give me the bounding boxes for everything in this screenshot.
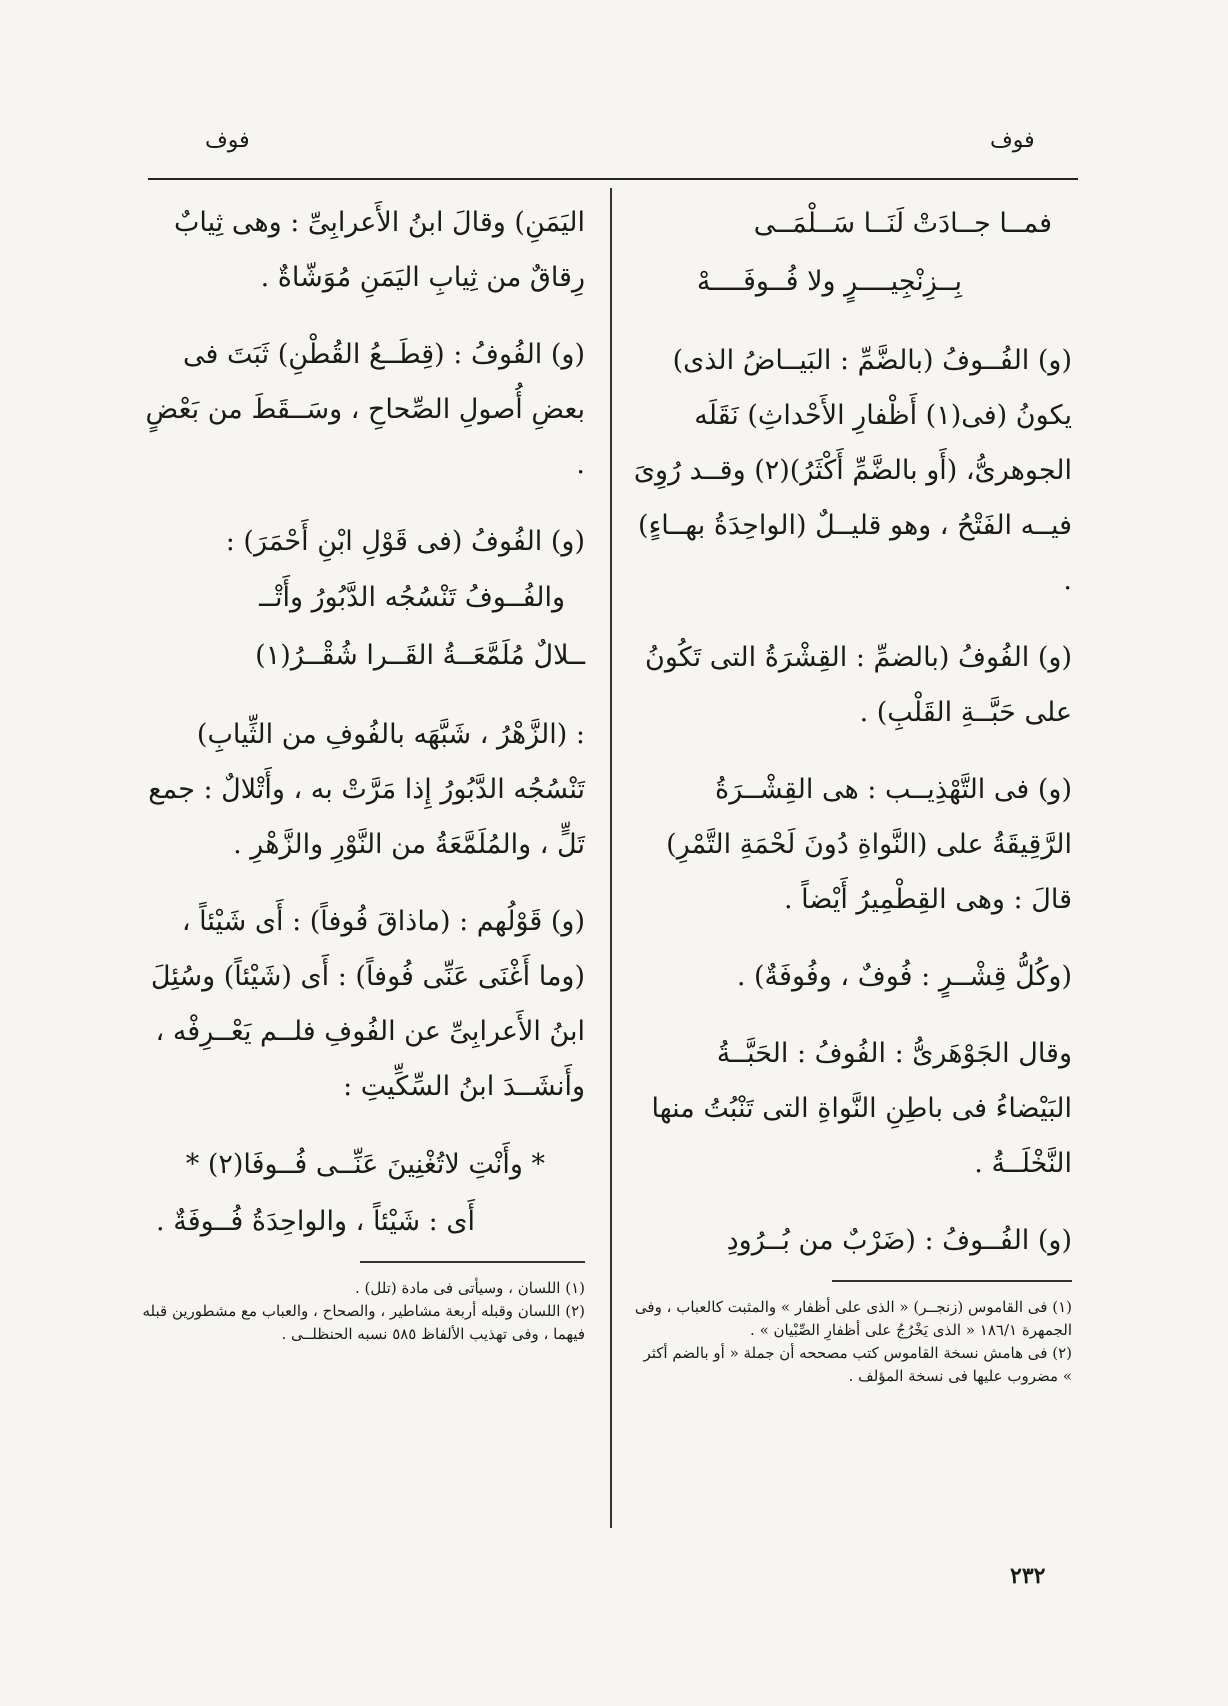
header-rule: [148, 178, 1078, 180]
entry-paragraph: : (الزَّهْرُ ، شَبَّهَه بالفُوفِ من الثِّيابِ) تَنْسُجُه الدَّبُورُ إِذا مَرَّتْ به ، وأَتْلالٌ : جمع تَلٍّ ، والمُلَمَّعَةُ من النَّوْرِ والزَّهْرِ .: [148, 719, 585, 860]
entry-paragraph: (و) الفُوفُ (بالضمِّ : القِشْرَةُ التى تَكُونُ على حَبَّــةِ القَلْبِ) .: [644, 642, 1072, 728]
left-column: [140, 195, 585, 1346]
verse-line: ــلالٌ مُلَمَّعَــةُ القَــرا شُقْــرُ(١): [255, 640, 585, 671]
footnote-rule: [360, 1261, 585, 1263]
right-column: [632, 195, 1072, 1388]
entry-paragraph: (و) الفُــوفُ (بالضَّمِّ : البَيــاضُ الذى) يكونُ (فى(١) أَظْفارِ الأَحْداثِ) نَقَلَه الجوهرىُّ، (أَو بالضَّمِّ أَكْثَرُ)(٢) وقــد رُوِىَ فيــه الفَتْحُ ، وهو قليــلٌ (الواحِدَةُ بهــاءٍ) .: [633, 345, 1072, 596]
footnote: (١) اللسان ، وسيأتى فى مادة (تلل) .: [354, 1279, 585, 1297]
verse-line: * وأَنْتِ لاتُغْنِينَ عَنِّــى فُــوفَا(٢) *: [185, 1149, 545, 1180]
entry-paragraph: وقال الجَوْهَرىُّ : الفُوفُ : الحَبَّــةُ البَيْضاءُ فى باطِنِ النَّواةِ التى تَنْبُتُ منها النَّخْلَــةُ .: [651, 1038, 1072, 1179]
footnote-rule: [832, 1280, 1072, 1282]
entry-paragraph: (و) الفُوفُ (فى قَوْلِ ابْنِ أَحْمَرَ) :: [225, 526, 585, 557]
verse-line: بِــزِنْجِيــــرٍ ولا فُــوفَــــهْ: [696, 266, 962, 297]
footnote: (٢) فى هامش نسخة القاموس كتب مصححه أن جملة « أو بالضم أكثر » مضروب عليها فى نسخة المؤلف .: [643, 1344, 1072, 1385]
verse-line: فمــا جــادَتْ لَنَــا سَــلْمَــى: [753, 208, 1052, 239]
footnote: (٢) اللسان وقبله أربعة مشاطير ، والصحاح ، والعباب مع مشطورين قبله فيهما ، وفى تهذيب الألفاظ ٥٨٥ نسبه الحنظلــى .: [142, 1302, 585, 1343]
entry-paragraph: (وكُلُّ قِشْــرٍ : فُوفٌ ، وفُوفَةٌ) .: [736, 961, 1072, 992]
verse-line: والفُــوفُ تَنْسُجُه الدَّبُورُ وأَتْــ: [259, 582, 565, 613]
page-number: ٢٣٢: [1010, 1563, 1046, 1589]
entry-paragraph: (و) فى التَّهْذِيــب : هى القِشْــرَةُ الرَّقِيقَةُ على (النَّواةِ دُونَ لَحْمَةِ التَّمْرِ) قالَ : وهى القِطْمِيرُ أَيْضاً .: [666, 774, 1072, 915]
running-header-left: فوف: [205, 128, 250, 153]
entry-paragraph: (و) الفُوفُ : (قِطَــعُ القُطْنِ) ثَبَتَ فى بعضِ أُصولِ الصِّحاحِ ، وسَــقَطَ من بَعْضٍ .: [145, 339, 585, 480]
entry-paragraph: أَى : شَيْئاً ، والواحِدَةُ فُــوفَةٌ .: [156, 1206, 475, 1237]
entry-paragraph: اليَمَنِ) وقالَ ابنُ الأَعرابِىِّ : وهى ثِيابٌ رِقاقٌ من ثِيابِ اليَمَنِ مُوَشّاةٌ .: [173, 207, 585, 293]
entry-paragraph: (و) قَوْلُهم : (ماذاقَ فُوفاً) : أَى شَيْئاً ، (وما أَغْنَى عَنِّى فُوفاً) : أَى (شَيْئاً) وسُئِلَ ابنُ الأَعرابِىِّ عن الفُوفِ فلــم يَعْــرِفْه ، وأَنشَــدَ ابنُ السِّكِّيتِ :: [150, 906, 585, 1102]
column-divider: [610, 188, 612, 1528]
footnote: (١) فى القاموس (زنجــر) « الذى على أظفار » والمثبت كالعباب ، وفى الجمهرة ١٨٦/١ « الذى يَخْرُجُ على أظفارِ الصِّبْيان » .: [634, 1298, 1072, 1339]
running-header-right: فوف: [990, 128, 1035, 153]
entry-paragraph: (و) الفُــوفُ : (ضَرْبٌ من بُــرُودِ: [726, 1225, 1072, 1256]
